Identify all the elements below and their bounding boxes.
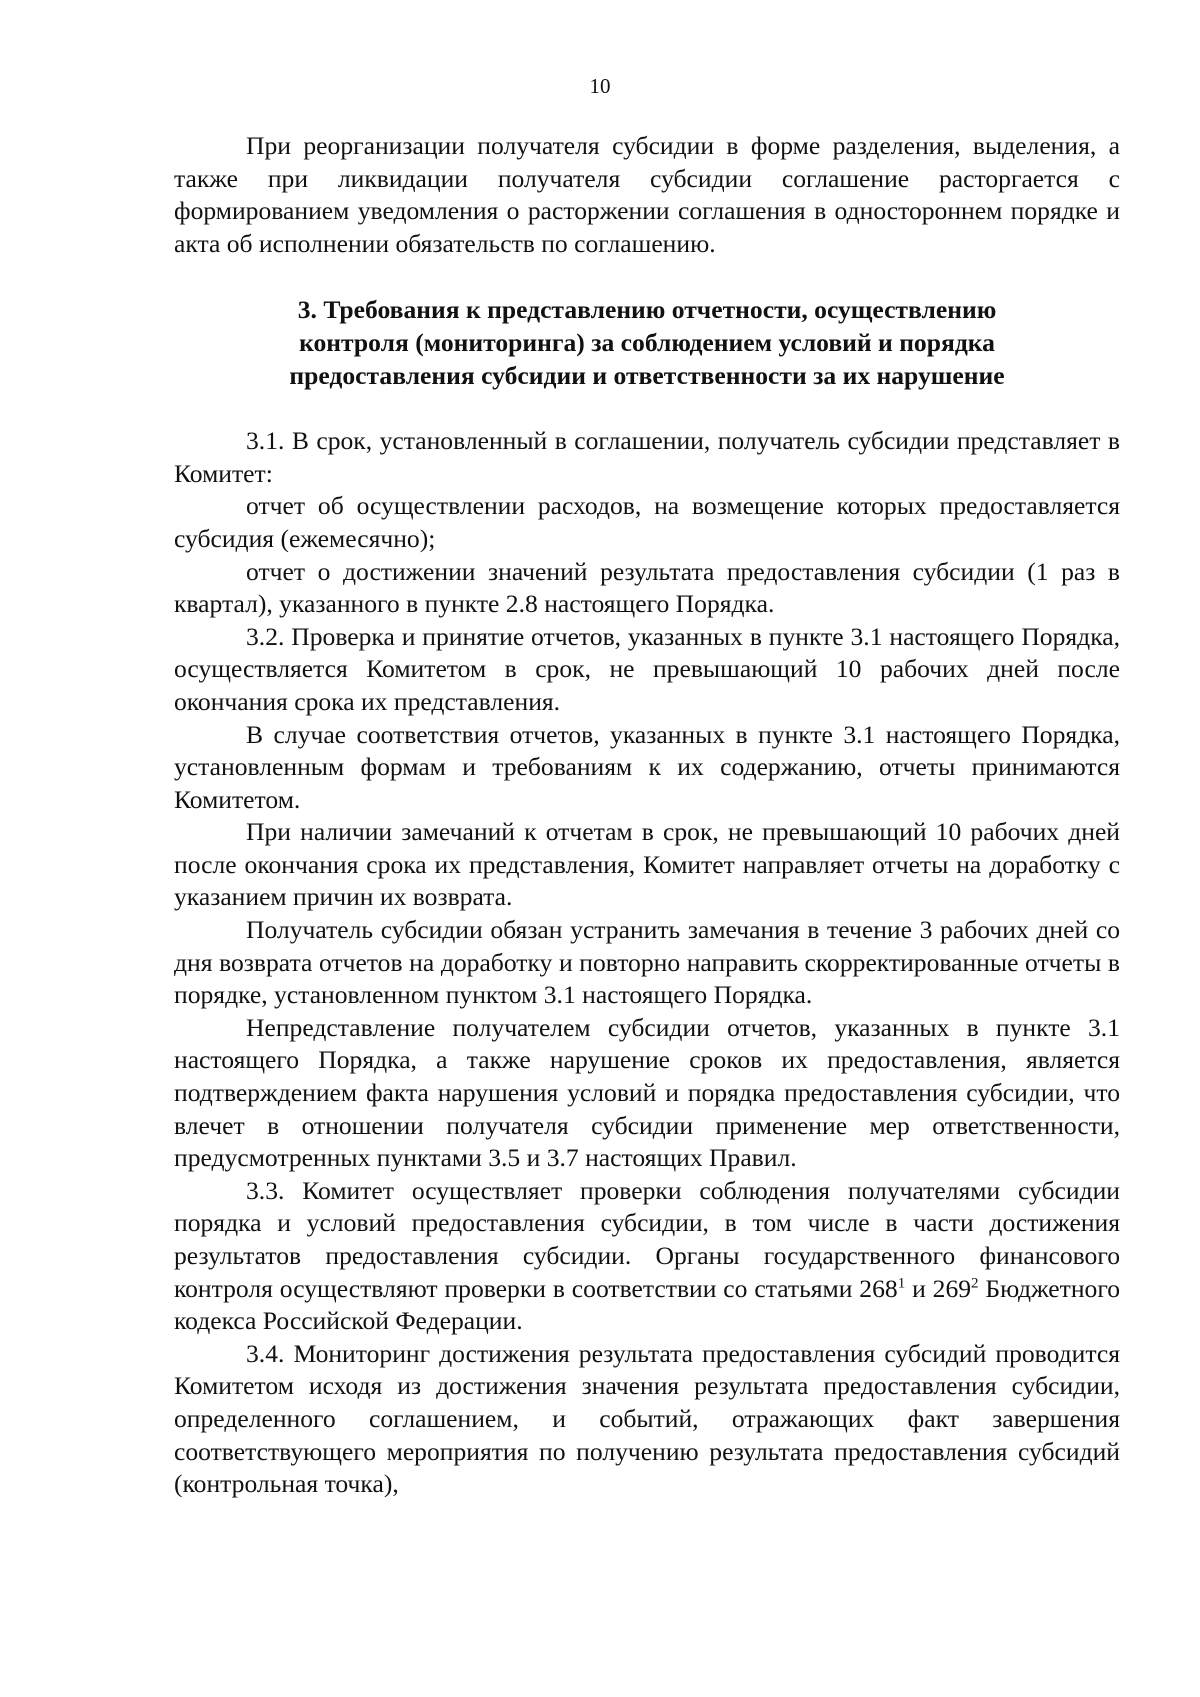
paragraph-3-3 xyxy=(174,1175,1120,1338)
paragraph-3-1: 3.1. В срок, установленный в соглашении, получатель субсидии представляет в Комитет: xyxy=(174,426,1120,488)
superscript: 1 xyxy=(897,1275,906,1292)
paragraph-remarks: При наличии замечаний к отчетам в срок, не превышающий 10 рабочих дней после окончания срока их представления, Комитет направляет отчеты на доработку с указанием причин их возврата. xyxy=(174,817,1120,912)
paragraph-3-3-text: и 269 xyxy=(905,1273,972,1303)
section-heading-line: 3. Требования к представлению отчетности, осуществлению xyxy=(297,295,997,325)
paragraph-corrections: Получатель субсидии обязан устранить замечания в течение 3 рабочих дней со дня возврата отчетов на доработку и повторно направить скорректированные отчеты в порядке, установленном пунктом 3.1 настоящего Порядка. xyxy=(174,915,1120,1010)
section-heading-line: контроля (мониторинга) за соблюдением условий и порядка xyxy=(299,327,995,357)
document-body xyxy=(174,130,1120,1501)
paragraph-3-4: 3.4. Мониторинг достижения результата предоставления субсидий проводится Комитетом исходя из достижения значения результата предоставления субсидии, определенного соглашением, и событий, отражающих факт завершения соответствующего мероприятия по получению результата предоставления субсидий (контрольная точка), xyxy=(174,1338,1120,1499)
paragraph-reorganization: При реорганизации получателя субсидии в форме разделения, выделения, а также при ликвидации получателя субсидии соглашение расторгается с формированием уведомления о расторжении соглашения в одностороннем порядке и акта об исполнении обязательств по соглашению. xyxy=(174,131,1120,258)
superscript: 2 xyxy=(971,1275,979,1292)
section-heading-line: предоставления субсидии и ответственности за их нарушение xyxy=(289,360,1005,390)
paragraph-3-3-text: 3.3. Комитет осуществляет проверки соблюдения получателями субсидии порядка и условий предоставления субсидии, в том числе в части достижения результатов предоставления субсидии. Органы государственного финансового контроля осуществляют проверки в соответствии со статьями 268 xyxy=(174,1175,1120,1303)
paragraph-result-report: отчет о достижении значений результата предоставления субсидии (1 раз в квартал), указанного в пункте 2.8 настоящего Порядка. xyxy=(174,556,1120,619)
page-number: 10 xyxy=(589,74,611,98)
paragraph-3-2: 3.2. Проверка и принятие отчетов, указанных в пункте 3.1 настоящего Порядка, осуществляется Комитетом в срок, не превышающий 10 рабочих дней после окончания срока их представления. xyxy=(174,621,1120,716)
paragraph-expense-report: отчет об осуществлении расходов, на возмещение которых предоставляется субсидия (ежемесячно); xyxy=(174,491,1120,553)
paragraph-3-3-text: Бюджетного кодекса Российской Федерации. xyxy=(174,1273,1121,1336)
paragraph-reports-accepted: В случае соответствия отчетов, указанных в пункте 3.1 настоящего Порядка, установленным формам и требованиям к их содержанию, отчеты принимаются Комитетом. xyxy=(174,719,1120,814)
section-heading xyxy=(174,294,1120,392)
paragraph-nonsubmission: Непредставление получателем субсидии отчетов, указанных в пункте 3.1 настоящего Порядка, а также нарушение сроков их предоставления, является подтверждением факта нарушения условий и порядка предоставления субсидии, что влечет в отношении получателя субсидии применение мер ответственности, предусмотренных пунктами 3.5 и 3.7 настоящих Правил. xyxy=(174,1012,1120,1173)
